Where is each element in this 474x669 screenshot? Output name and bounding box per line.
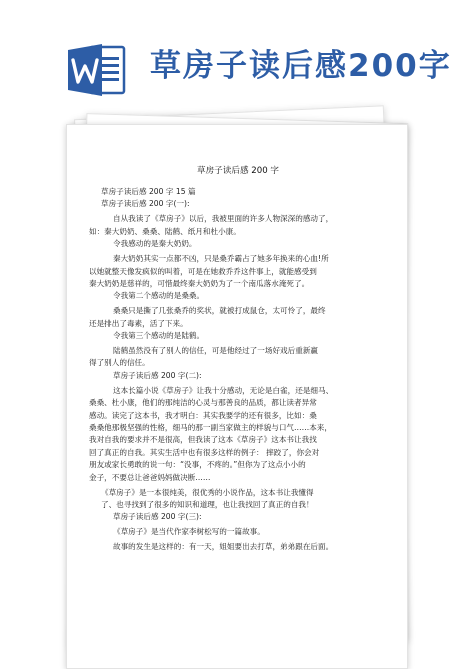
- text-line: 《草房子》是一本很纯美，很优秀的小说作品，这本书让我懂得: [101, 487, 314, 497]
- text-line: 桑桑只是撕了几张桑乔的奖状，就被打成鼠仓，太可怜了，最终: [113, 306, 326, 316]
- text-line: 还是排出了毒素，活了下来。: [89, 318, 188, 328]
- text-line: 以她就整天像发疯似的叫着，可是在她救乔乔这件事上，就能感受到: [89, 266, 317, 276]
- text-line: 如：秦大奶奶、桑桑、陆鹤、纸月和杜小康。: [89, 226, 241, 236]
- text-line: 令我第二个感动的是桑桑。: [113, 291, 205, 301]
- text-line: 草房子读后感 200 字(一):: [101, 199, 190, 209]
- text-line: 令我第三个感动的是陆鹤。: [113, 331, 205, 341]
- text-line: 故事的发生是这样的：有一天，姐姐要出去打草，弟弟跟在后面。: [113, 542, 334, 552]
- text-line: 桑桑、杜小康，他们的那纯洁的心灵与那善良的品质，都让读者异常: [89, 398, 317, 408]
- text-line: 令我感动的是秦大奶奶。: [113, 239, 197, 249]
- text-line: 了、也寻找到了很多的知识和道理，也让我找回了真正的自我！: [101, 499, 314, 509]
- text-line: 得了别人的信任。: [89, 358, 150, 368]
- text-line: 桑桑他那极坚强的性格，细马的那一副当家做主的样貌与口气……本来，: [89, 423, 332, 432]
- document-page: [66, 124, 408, 669]
- document-body: [89, 186, 389, 554]
- banner-header: [0, 0, 474, 130]
- text-line: 草房子读后感 200 字(二):: [113, 370, 202, 380]
- text-line: 这本长篇小说《草房子》让我十分感动，无论是白雀，还是细马、: [113, 385, 334, 395]
- text-line: 草房子读后感 200 字(三):: [113, 512, 202, 522]
- text-line: 金子，不要总让爸爸妈妈做决断……: [89, 472, 211, 482]
- text-line: 朋友或家长勇敢的说一句：“没事，不疼的。”但你为了这点小小的: [89, 460, 306, 470]
- text-line: 《草房子》是当代作家李树松写的一篇故事。: [113, 527, 265, 537]
- text-line: 自从我读了《草房子》以后，我被里面的许多人物深深的感动了，: [113, 214, 334, 224]
- text-line: 感动。读完了这本书，我才明白：其实我要学的还有很多，比如：桑: [89, 410, 317, 420]
- text-line: 草房子读后感 200 字 15 篇: [101, 187, 196, 196]
- word-document-icon: [68, 44, 126, 96]
- text-line: 我对自我的要求并不是很高，但我读了这本《草房子》这本书让我找: [89, 435, 317, 445]
- document-title: 草房子读后感 200 字: [196, 166, 280, 176]
- text-line: 回了真正的自我。其实生活中也有很多这样的例子： 摔跤了，你会对: [89, 447, 320, 457]
- banner-title: 草房子读后感200字: [150, 48, 452, 84]
- text-line: 陆鹤虽然没有了别人的信任，可是他经过了一场好戏后重新赢: [113, 346, 319, 356]
- text-line: 秦大奶奶是慈祥的，可惜最终秦大奶奶为了一个南瓜落水淹死了。: [89, 278, 310, 288]
- text-line: 秦大奶奶其实一点都不凶，只是桑乔霸占了她多年换来的心血!所: [113, 254, 329, 264]
